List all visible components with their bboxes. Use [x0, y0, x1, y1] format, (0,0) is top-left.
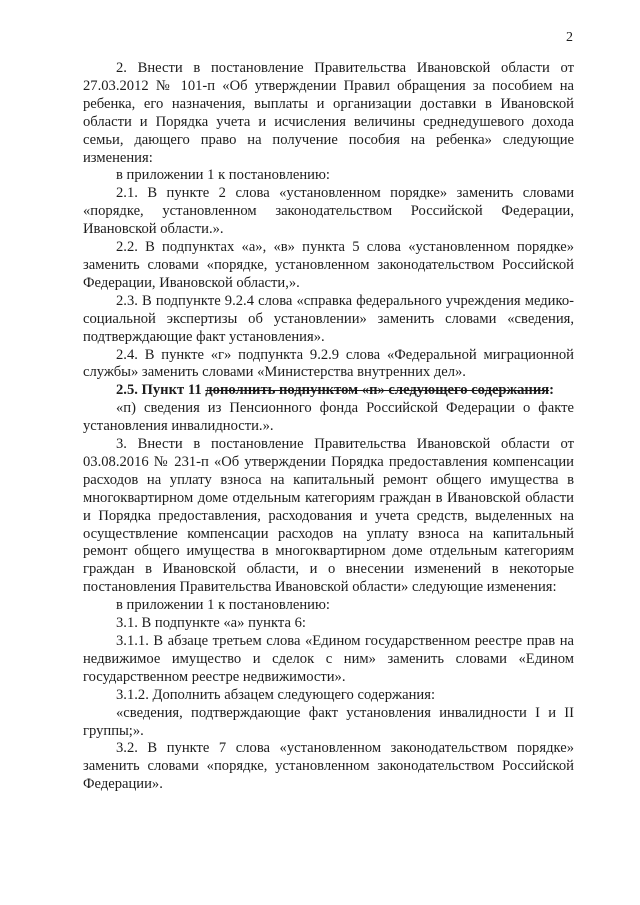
paragraph-appendix-1: в приложении 1 к постановлению: — [116, 167, 330, 184]
paragraph-appendix-1-b: в приложении 1 к постановлению: — [116, 597, 330, 614]
document-body — [83, 60, 574, 794]
item-2-5-struck-text: дополнить подпунктом «п» следующего содержания — [205, 382, 550, 399]
paragraph-item-2-4: 2.4. В пункте «г» подпункта 9.2.9 слова «Федеральной миграционной службы» заменить словами «Министерства внутренних дел». — [83, 346, 574, 381]
paragraph-item-3-1-1: 3.1.1. В абзаце третьем слова «Едином государственном реестре прав на недвижимое имущество и сделок с ним» заменить словами «Едином государственном реестре недвижимости». — [83, 633, 574, 685]
paragraph-item-3: 3. Внести в постановление Правительства Ивановской области от 03.08.2016 № 231-п «Об утверждении Порядка предоставления компенсации расходов на уплату взноса на капитальный ремонт общего имущества в многоквартирном доме отдельным категориям граждан в Ивановской области и Порядка предоставления, расходования и учета средств, выделенных на осуществление компенсации расходов на уплату взноса на капитальный ремонт общего имущества в многоквартирном доме отдельным категориям граждан в Ивановской области, и о внесении изменений в некоторые постановления Правительства Ивановской области» следующие изменения: — [83, 436, 574, 596]
paragraph-item-2-2: 2.2. В подпунктах «а», «в» пункта 5 слова «установленном порядке» заменить словами «порядке, установленном законодательством Российской Федерации, Ивановской области,». — [83, 239, 574, 291]
item-2-5-text: 2.5. Пункт 11 — [116, 382, 206, 399]
paragraph-item-2-5 — [83, 382, 574, 400]
paragraph-subitem-p: «п) сведения из Пенсионного фонда Российской Федерации о факте установления инвалидности.». — [83, 400, 574, 435]
paragraph-item-2-3: 2.3. В подпункте 9.2.4 слова «справка федерального учреждения медико-социальной экспертизы об установлении» заменить словами «сведения, подтверждающие факт установления». — [83, 292, 574, 345]
paragraph-item-3-2: 3.2. В пункте 7 слова «установленном законодательством порядке» заменить словами «порядке, установленном законодательством Российской Федерации». — [83, 740, 574, 793]
page-number: 2 — [566, 30, 573, 45]
paragraph-item-3-1-2: 3.1.2. Дополнить абзацем следующего содержания: — [116, 686, 436, 703]
paragraph-new-abzac: «сведения, подтверждающие факт установления инвалидности I и II группы;». — [83, 704, 574, 739]
paragraph-item-2-1: 2.1. В пункте 2 слова «установленном порядке» заменить словами «порядке, установленном законодательством Российской Федерации, Ивановской области.». — [83, 185, 574, 238]
item-2-5-colon: : — [549, 382, 555, 399]
paragraph-item-2: 2. Внести в постановление Правительства Ивановской области от 27.03.2012 № 101-п «Об утверждении Правил обращения за пособием на ребенка, его назначения, выплаты и организации доставки в Ивановской области и Порядка учета и исчисления величины среднедушевого дохода семьи, дающего право на получение пособия на ребенка» следующие изменения: — [83, 60, 574, 166]
paragraph-item-3-1: 3.1. В подпункте «а» пункта 6: — [116, 615, 306, 632]
